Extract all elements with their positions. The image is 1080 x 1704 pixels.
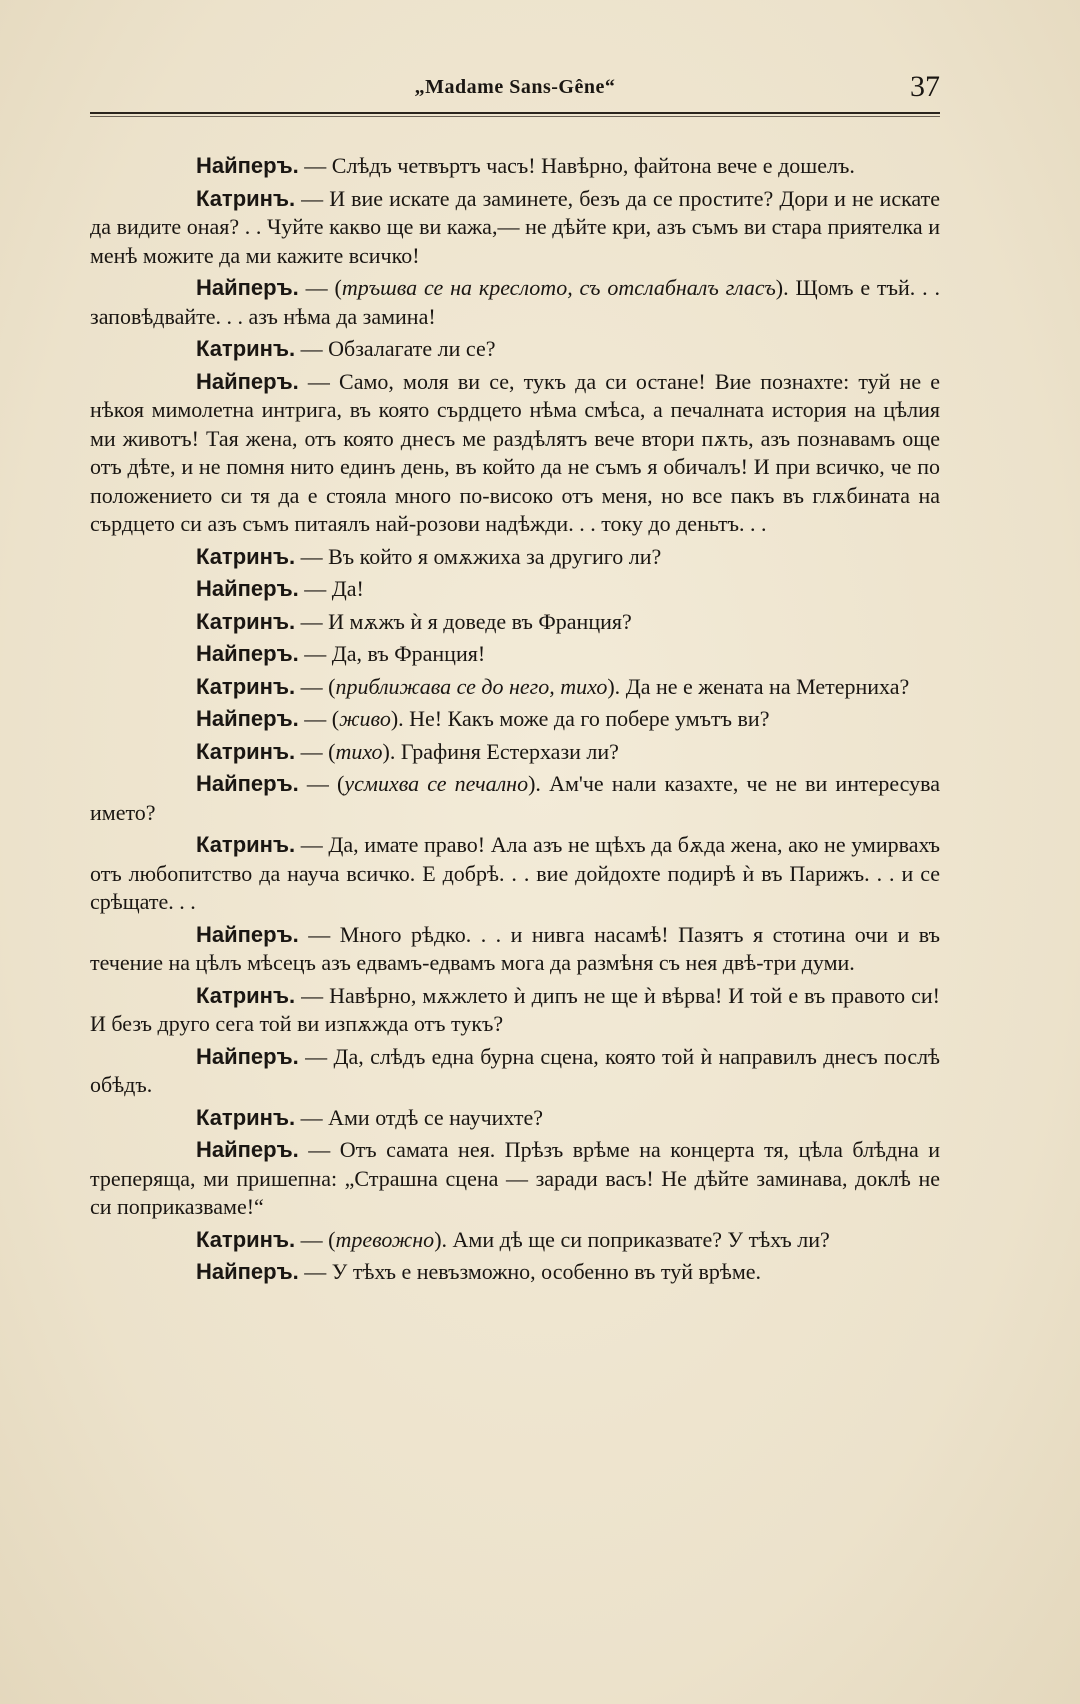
dash: — (300, 1226, 323, 1252)
dash: — (305, 275, 328, 300)
dialogue-line (90, 1136, 940, 1222)
speaker-name: Найперъ. (196, 706, 299, 731)
header-rule-thin (90, 116, 940, 117)
dash: — (307, 368, 330, 394)
paren-close: ). (607, 673, 621, 699)
paren-open: ( (337, 771, 345, 796)
paren-open: ( (328, 673, 336, 699)
dialogue-line (90, 1104, 940, 1133)
dash: — (300, 543, 323, 569)
line-text: Ами отдѣ се научихте? (328, 1104, 544, 1130)
paren-open: ( (328, 738, 336, 764)
line-text: Да, слѣдъ една бурна сцена, която той ѝ направилъ днесъ послѣ обѣдъ. (90, 1043, 941, 1097)
speaker-name: Катринъ. (196, 185, 296, 211)
line-text: Само, моля ви се, тукъ да си остане! Вие познахте: туй не е нѣкоя мимолетна интрига, въ която сърдцето нѣма смѣса, а печалната история на цѣлия ми животъ! Тая жена, отъ която днесъ ме раздѣлятъ вече втори пѫть, азъ познавамъ още отъ дѣте, и не помня нито единъ день, въ който да не съмъ я обичалъ! И при всичко, че по положението си тя да е стояла много по-високо отъ меня, но все пакъ въ глѫбината на сърдцето си азъ съмъ питаялъ най-розови надѣжди. . . току до деньтъ. . . (90, 368, 940, 536)
speaker-name: Найперъ. (196, 771, 299, 796)
speaker-name: Катринъ. (196, 336, 296, 361)
dash: — (300, 608, 323, 634)
line-text: Навѣрно, мѫжлето ѝ дипъ не ще ѝ вѣрва! И той е въ правото си! И безъ друго сега той ви изпѫжда отъ тукъ? (90, 982, 941, 1036)
paren-close: ). (434, 1226, 448, 1252)
dialogue-line (90, 640, 940, 669)
dialogue-line (90, 705, 940, 734)
dialogue-line (90, 831, 940, 917)
running-header (90, 70, 940, 110)
stage-direction: тихо (335, 738, 383, 764)
speaker-name: Найперъ. (196, 153, 299, 178)
dialogue-line (90, 1258, 940, 1287)
page-number: 37 (910, 70, 940, 103)
dialogue-line (90, 1043, 940, 1100)
speaker-name: Найперъ. (196, 1043, 299, 1069)
paren-close: ). (528, 771, 541, 796)
speaker-name: Катринъ. (196, 738, 296, 764)
dialogue-line (90, 770, 940, 827)
paren-close: ). (382, 738, 396, 764)
dash: — (308, 1137, 331, 1162)
speaker-name: Найперъ. (196, 576, 299, 601)
header-rule (90, 112, 940, 114)
line-text: И мѫжъ ѝ я доведе въ Франция? (328, 608, 632, 634)
dash: — (304, 1259, 327, 1284)
speaker-name: Найперъ. (196, 1259, 299, 1284)
speaker-name: Катринъ. (196, 982, 296, 1008)
speaker-name: Катринъ. (196, 673, 296, 699)
line-text: Ами дѣ ще си поприказвате? У тѣхъ ли? (452, 1226, 830, 1252)
speaker-name: Найперъ. (196, 641, 299, 666)
dialogue-line (90, 368, 940, 539)
dialogue-line (90, 185, 940, 271)
line-text: Обзалагате ли се? (328, 336, 496, 361)
line-text: Ам'че нали казахте, че не ви интересува името? (90, 771, 941, 825)
paren-open: ( (334, 275, 342, 300)
running-title: „Madame Sans-Gêne“ (414, 76, 616, 98)
line-text: И вие искате да заминете, безъ да се простите? Дори и не искате да видите оная? . . Чуйте какво ще ви кажа,— не дѣйте кри, азъ съмъ ви стара приятелка и менѣ можите да ми кажите всичко! (90, 185, 941, 268)
dialogue-line (90, 575, 940, 604)
paren-open: ( (328, 1226, 336, 1252)
speaker-name: Катринъ. (196, 543, 296, 569)
dialogue-line (90, 921, 940, 978)
paren-close: ). (390, 706, 404, 731)
line-text: Не! Какъ може да го побере умътъ ви? (409, 706, 770, 731)
line-text: Въ който я омѫжиха за другиго ли? (328, 543, 662, 569)
speaker-name: Найперъ. (196, 368, 299, 394)
line-text: Слѣдъ четвъртъ часъ! Навѣрно, файтона вече е дошелъ. (331, 153, 855, 178)
dialogue-line (90, 982, 940, 1039)
dialogue-line (90, 152, 940, 181)
dialogue-line (90, 335, 940, 364)
dialogue-line (90, 608, 940, 637)
dash: — (300, 1104, 323, 1130)
speaker-name: Катринъ. (196, 832, 296, 857)
line-text: Много рѣдко. . . и нивга насамѣ! Пазятъ я стотина очи и въ течение на цѣлъ мѣсецъ азъ едвамъ-едвамъ мога да размѣня съ нея двѣ-три думи. (90, 921, 941, 975)
dash: — (300, 738, 323, 764)
dash: — (305, 1043, 328, 1069)
speaker-name: Найперъ. (196, 921, 299, 947)
speaker-name: Найперъ. (196, 1137, 299, 1162)
dash: — (306, 771, 329, 796)
dash: — (301, 185, 324, 211)
dash: — (304, 153, 327, 178)
line-text: Да не е жената на Метерниха? (625, 673, 910, 699)
line-text: Графиня Естерхази ли? (400, 738, 619, 764)
speaker-name: Катринъ. (196, 1226, 296, 1252)
dialogue-line (90, 673, 940, 702)
dash: — (300, 336, 323, 361)
dialogue-line (90, 274, 940, 331)
dialogue-line (90, 1226, 940, 1255)
dialogue-line (90, 543, 940, 572)
line-text: Отъ самата нея. Прѣзъ врѣме на концерта тя, цѣла блѣдна и треперяща, ми пришепна: „Страшна сцена — заради васъ! Не дѣйте заминава, доклѣ не си поприказваме!“ (90, 1137, 941, 1219)
stage-direction: тревожно (335, 1226, 435, 1252)
dash: — (300, 832, 323, 857)
line-text: Да! (331, 576, 364, 601)
dash: — (301, 982, 324, 1008)
line-text: У тѣхъ е невъзможно, особенно въ туй врѣме. (331, 1259, 762, 1284)
speaker-name: Катринъ. (196, 1104, 296, 1130)
dialogue-text (90, 152, 940, 1291)
dash: — (304, 576, 327, 601)
line-text: Щомъ е тъй. . . заповѣдвайте. . . азъ нѣма да замина! (90, 275, 941, 329)
paren-close: ). (775, 275, 789, 300)
speaker-name: Найперъ. (196, 275, 299, 300)
line-text: Да, имате право! Ала азъ не щѣхъ да бѫда жена, ако не умирвахъ отъ любопитство да науча всичко. Е добрѣ. . . вие дойдохте подирѣ ѝ въ Парижъ. . . и се срѣщате. . . (90, 832, 941, 914)
stage-direction: приближава се до него, тихо (335, 673, 608, 699)
stage-direction: усмихва се печално (344, 771, 529, 796)
dialogue-line (90, 738, 940, 767)
stage-direction: живо (339, 706, 391, 731)
dash: — (300, 673, 323, 699)
dash: — (304, 706, 327, 731)
paren-open: ( (331, 706, 340, 731)
dash: — (304, 641, 327, 666)
dash: — (308, 921, 331, 947)
stage-direction: тръшва се на креслото, съ отслабналъ гласъ (341, 275, 776, 300)
speaker-name: Катринъ. (196, 608, 296, 634)
line-text: Да, въ Франция! (331, 641, 486, 666)
